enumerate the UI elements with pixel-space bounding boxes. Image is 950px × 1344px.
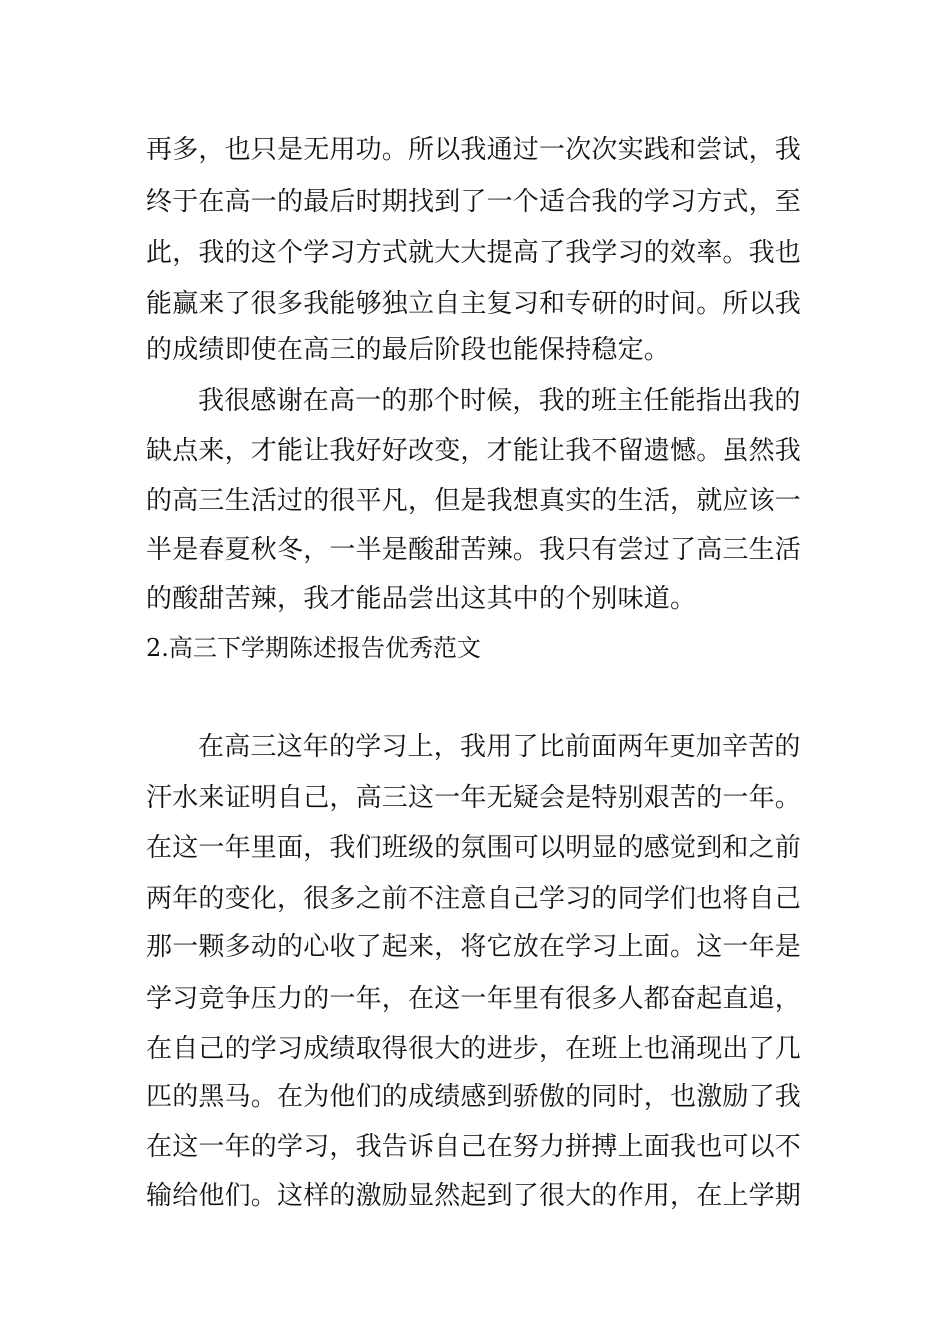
paragraph-1-line: 的成绩即使在高三的最后阶段也能保持稳定。 [146, 335, 671, 365]
paragraph-1-line: 再多，也只是无用功。所以我通过一次次实践和尝试，我 [146, 135, 802, 165]
paragraph-1-line: 此，我的这个学习方式就大大提高了我学习的效率。我也 [146, 238, 802, 268]
paragraph-3-line: 匹的黑马。在为他们的成绩感到骄傲的同时，也激励了我 [146, 1082, 802, 1112]
paragraph-3-line: 那一颗多动的心收了起来，将它放在学习上面。这一年是 [146, 932, 802, 962]
paragraph-1-line: 终于在高一的最后时期找到了一个适合我的学习方式，至 [146, 187, 802, 217]
paragraph-3-line: 两年的变化，很多之前不注意自己学习的同学们也将自己 [146, 884, 802, 914]
paragraph-2-line: 缺点来，才能让我好好改变，才能让我不留遗憾。虽然我 [146, 436, 802, 466]
paragraph-2-line: 的酸甜苦辣，我才能品尝出这其中的个别味道。 [146, 584, 697, 614]
paragraph-2-line: 半是春夏秋冬，一半是酸甜苦辣。我只有尝过了高三生活 [146, 535, 802, 565]
paragraph-3-line: 在高三这年的学习上，我用了比前面两年更加辛苦的 [198, 732, 801, 762]
paragraph-2-line: 我很感谢在高一的那个时候，我的班主任能指出我的 [198, 386, 801, 416]
paragraph-3-line: 在这一年里面，我们班级的氛围可以明显的感觉到和之前 [146, 833, 802, 863]
paragraph-3-line: 在自己的学习成绩取得很大的进步，在班上也涌现出了几 [146, 1034, 802, 1064]
paragraph-3-line: 汗水来证明自己，高三这一年无疑会是特别艰苦的一年。 [146, 783, 802, 813]
paragraph-3-line: 学习竞争压力的一年，在这一年里有很多人都奋起直追， [146, 984, 802, 1014]
section-heading: 2.高三下学期陈述报告优秀范文 [146, 634, 481, 662]
paragraph-3-line: 输给他们。这样的激励显然起到了很大的作用，在上学期 [146, 1181, 802, 1211]
paragraph-3-line: 在这一年的学习，我告诉自己在努力拼搏上面我也可以不 [146, 1132, 802, 1162]
paragraph-2-line: 的高三生活过的很平凡，但是我想真实的生活，就应该一 [146, 486, 802, 516]
paragraph-1-line: 能赢来了很多我能够独立自主复习和专研的时间。所以我 [146, 289, 802, 319]
